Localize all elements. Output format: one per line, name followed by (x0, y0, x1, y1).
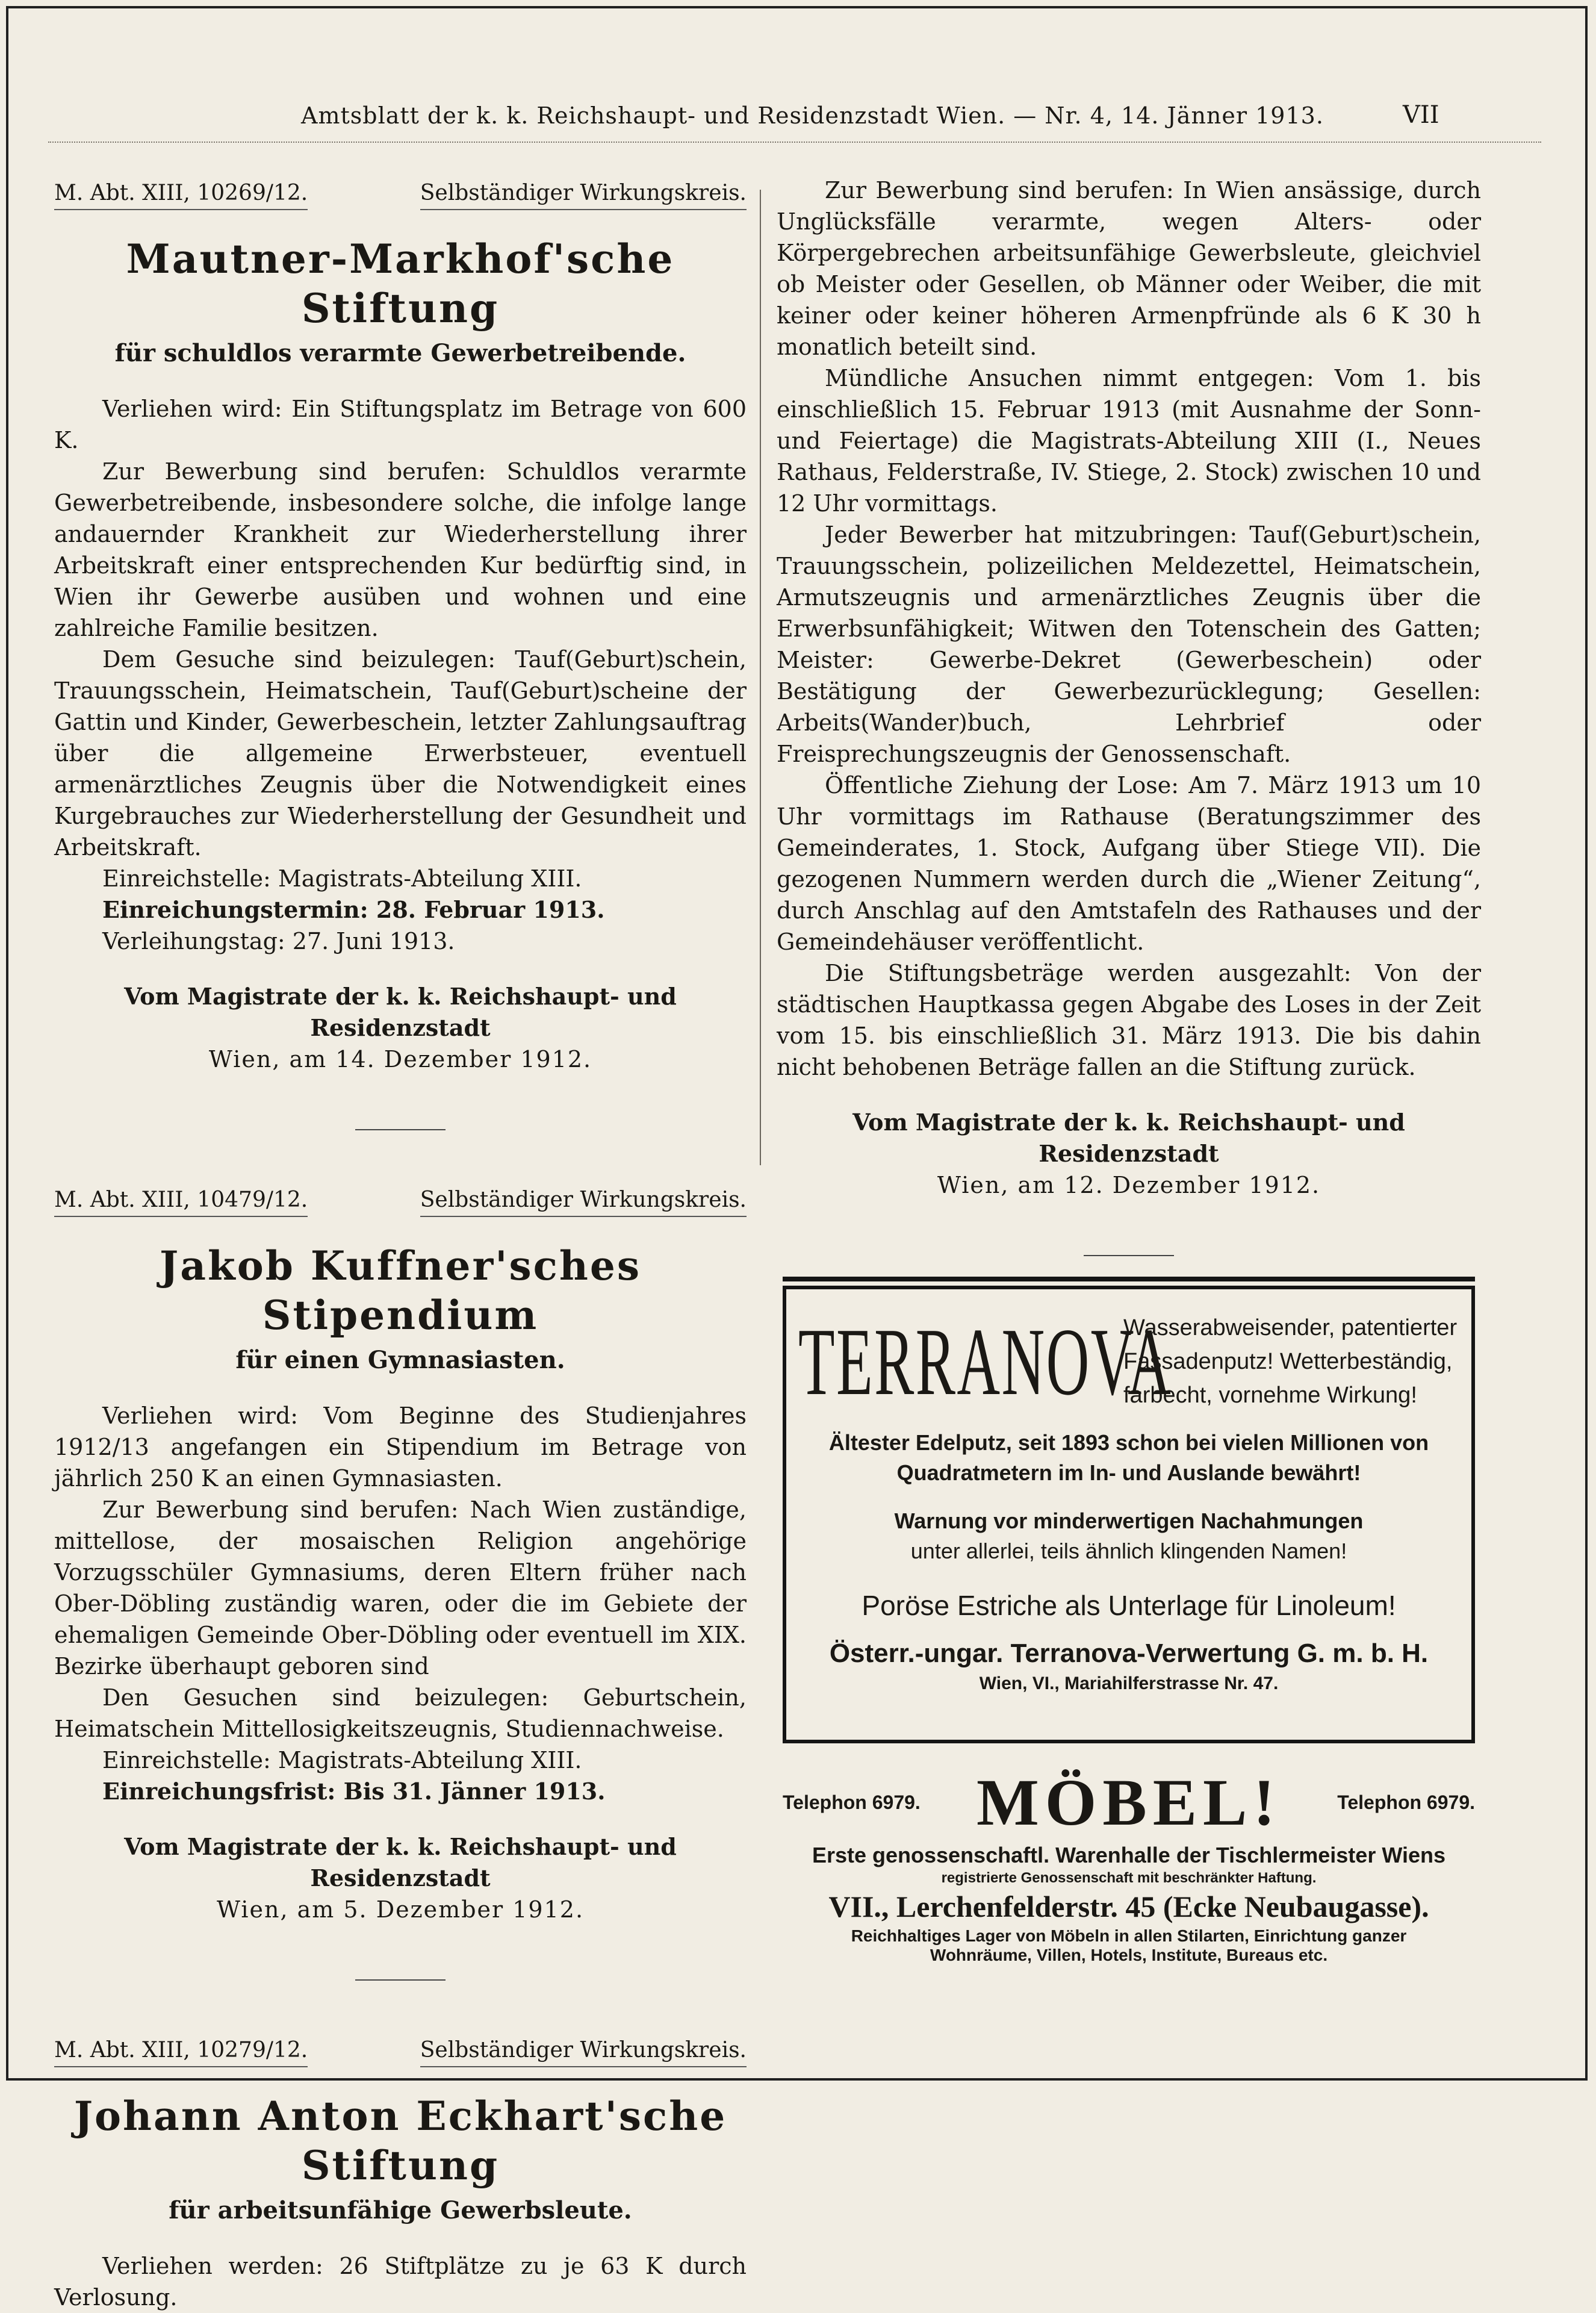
paragraph: Die Stiftungsbeträge werden ausgezahlt: Von der städtischen Hauptkassa gegen Abgabe des Loses in der Zeit vom 15. bis einschließlich 31. März 1913. Die bis dahin nicht behobenen Beträge fallen an die Stiftung zurück. (777, 960, 1481, 1080)
paragraph: Verliehen werden: 26 Stiftplätze zu je 63 K durch Verlosung. (54, 2253, 747, 2311)
notice-subtitle: für arbeitsunfähige Gewerbsleute. (169, 2196, 632, 2224)
signature-date: Wien, am 14. Dezember 1912. (208, 1046, 592, 1072)
paragraph: Den Gesuchen sind beizulegen: Geburtschein, Heimatschein Mittellosigkeitszeugnis, Studiennachweise. (54, 1684, 747, 1742)
terranova-line: Quadratmetern im In- und Auslande bewährt! (896, 1460, 1361, 1485)
terranova-line: Ältester Edelputz, seit 1893 schon bei vielen Millionen von (828, 1430, 1429, 1455)
telephone-left: Telephon 6979. (783, 1792, 921, 1813)
moebel-line: Erste genossenschaftl. Warenhalle der Tischlermeister Wiens (812, 1843, 1446, 1867)
terranova-warning: Warnung vor minderwertigen Nachahmungen (894, 1508, 1364, 1533)
right-column (777, 175, 1481, 1256)
paragraph: Zur Bewerbung sind berufen: Schuldlos verarmte Gewerbetreibende, insbesondere solche, die infolge lange andauernder Krankheit zur Wiederherstellung ihrer Arbeitskraft einer entsprechenden Kur bedürftig sind, in Wien ihr Gewerbe ausüben und wohnen und eine zahlreiche Familie besitzen. (54, 458, 747, 641)
paragraph: Zur Bewerbung sind berufen: Nach Wien zuständige, mittellose, der mosaischen Religion angehörige Vorzugsschüler Gymnasiums, deren Eltern früher nach Ober-Döbling zuständig waren, oder die im Gebiete der ehemaligen Gemeinde Ober-Döbling oder eventuell im XIX. Bezirke überhaupt geboren sind (54, 1496, 747, 1679)
signature: Vom Magistrate der k. k. Reichshaupt- und Residenzstadt (124, 1833, 677, 1891)
submission-deadline: Einreichungsfrist: Bis 31. Jänner 1913. (102, 1778, 606, 1805)
moebel-line: Wohnräume, Villen, Hotels, Institute, Bureaus etc. (930, 1946, 1328, 1964)
notice-eckhart (54, 2035, 747, 2313)
notice-scope: Selbständiger Wirkungskreis. (420, 1185, 747, 1217)
signature-date: Wien, am 12. Dezember 1912. (937, 1172, 1321, 1198)
section-divider (1084, 1255, 1174, 1256)
terranova-claim: Wasserabweisender, patentierter Fassadenputz! Wetterbeständig, farbecht, vornehme Wirkung! (1123, 1315, 1458, 1408)
paragraph: Jeder Bewerber hat mitzubringen: Tauf(Geburt)schein, Trauungsschein, polizeilichen Meldezettel, Heimatschein, Armutszeugnis und armenärztliches Zeugnis über die Erwerbsunfähigkeit; Witwen den Totenschein des Gatten; Meister: Gewerbe-Dekret (Gewerbeschein) oder Bestätigung der Gewerbezurücklegung; Gesellen: Arbeits(Wander)buch, Lehrbrief oder Freisprechungszeugnis der Genossenschaft. (777, 521, 1481, 767)
notice-ref: M. Abt. XIII, 10479/12. (54, 1185, 308, 1217)
notice-title: Jakob Kuffner'sches Stipendium (160, 1242, 641, 1339)
moebel-ad (783, 1764, 1475, 1965)
submission-office: Einreichstelle: Magistrats-Abteilung XIII. (102, 865, 582, 892)
page-header: Amtsblatt der k. k. Reichshaupt- und Residenzstadt Wien. — Nr. 4, 14. Jänner 1913. (301, 102, 1324, 129)
notice-subtitle: für einen Gymnasiasten. (235, 1346, 565, 1374)
award-date: Verleihungstag: 27. Juni 1913. (102, 928, 455, 954)
page-number: VII (1403, 101, 1439, 129)
telephone-right: Telephon 6979. (1337, 1792, 1475, 1813)
signature: Vom Magistrate der k. k. Reichshaupt- und Residenzstadt (124, 983, 677, 1041)
column-separator (760, 190, 761, 1165)
notice-ref: M. Abt. XIII, 10279/12. (54, 2035, 308, 2067)
submission-deadline: Einreichungstermin: 28. Februar 1913. (102, 896, 605, 923)
terranova-address: Wien, VI., Mariahilferstrasse Nr. 47. (979, 1673, 1279, 1693)
paragraph: Verliehen wird: Ein Stiftungsplatz im Betrage von 600 K. (54, 396, 747, 453)
paragraph: Zur Bewerbung sind berufen: In Wien ansässige, durch Unglücksfälle verarmte, wegen Alters- oder Körpergebrechen arbeitsunfähige Gewerbsleute, gleichviel ob Meister oder Gesellen, ob Männer oder Weiber, die mit keiner oder keiner höheren Armenpfründe als 6 K 30 h monatlich beteilt sind. (777, 177, 1481, 360)
terranova-ad (783, 1286, 1475, 1743)
signature: Vom Magistrate der k. k. Reichshaupt- und Residenzstadt (852, 1109, 1405, 1167)
terranova-linoleum: Poröse Estriche als Unterlage für Linoleum! (862, 1590, 1396, 1621)
paragraph: Dem Gesuche sind beizulegen: Tauf(Geburt)schein, Trauungsschein, Heimatschein, Tauf(Geburt)scheine der Gattin und Kinder, Gewerbeschein, letzter Zahlungsauftrag über die allgemeine Erwerbsteuer, eventuell armenärztliches Zeugnis über die Notwendigkeit eines Kurgebrauches zur Wiederherstellung der Gesundheit und Arbeitskraft. (54, 646, 747, 861)
paragraph: Verliehen wird: Vom Beginne des Studienjahres 1912/13 angefangen ein Stipendium im Betrage von jährlich 250 K an einen Gymnasiasten. (54, 1402, 747, 1492)
moebel-address: VII., Lerchenfelderstr. 45 (Ecke Neubaugasse). (828, 1890, 1429, 1923)
moebel-line: registrierte Genossenschaft mit beschränkter Haftung. (941, 1870, 1317, 1886)
terranova-brand: TERRANOVA (798, 1308, 1173, 1415)
submission-office: Einreichstelle: Magistrats-Abteilung XIII. (102, 1747, 582, 1773)
notice-kuffner (54, 1185, 747, 1925)
section-divider (355, 1129, 446, 1130)
moebel-line: Reichhaltiges Lager von Möbeln in allen Stilarten, Einrichtung ganzer (851, 1926, 1407, 1945)
notice-scope: Selbständiger Wirkungskreis. (420, 178, 747, 210)
signature-date: Wien, am 5. Dezember 1912. (216, 1896, 585, 1923)
ad-top-rule (783, 1277, 1475, 1281)
terranova-warning: unter allerlei, teils ähnlich klingenden Namen! (910, 1539, 1347, 1563)
notice-subtitle: für schuldlos verarmte Gewerbetreibende. (114, 339, 686, 367)
notice-mautner (54, 178, 747, 1075)
left-column (54, 178, 747, 2313)
notice-title: Mautner-Markhof'sche Stiftung (126, 235, 675, 332)
section-divider (355, 1979, 446, 1981)
paragraph: Öffentliche Ziehung der Lose: Am 7. März 1913 um 10 Uhr vormittags im Rathause (Beratungszimmer des Gemeinderates, 1. Stock, Aufgang über Stiege VII). Die gezogenen Nummern werden durch die „Wiener Zeitung“, durch Anschlag auf den Amtstafeln des Rathauses und der Gemeindehäuser veröffentlicht. (777, 772, 1481, 955)
paragraph: Mündliche Ansuchen nimmt entgegen: Vom 1. bis einschließlich 15. Februar 1913 (mit Ausnahme der Sonn- und Feiertage) die Magistrats-Abteilung XIII (I., Neues Rathaus, Felderstraße, IV. Stiege, 2. Stock) zwischen 10 und 12 Uhr vormittags. (777, 365, 1481, 517)
moebel-headline: MÖBEL! (976, 1766, 1282, 1839)
notice-scope: Selbständiger Wirkungskreis. (420, 2035, 747, 2067)
header-rule (48, 142, 1541, 143)
terranova-company: Österr.-ungar. Terranova-Verwertung G. m. b. H. (829, 1639, 1429, 1668)
notice-ref: M. Abt. XIII, 10269/12. (54, 178, 308, 210)
notice-title: Johann Anton Eckhart'sche Stiftung (73, 2093, 727, 2189)
